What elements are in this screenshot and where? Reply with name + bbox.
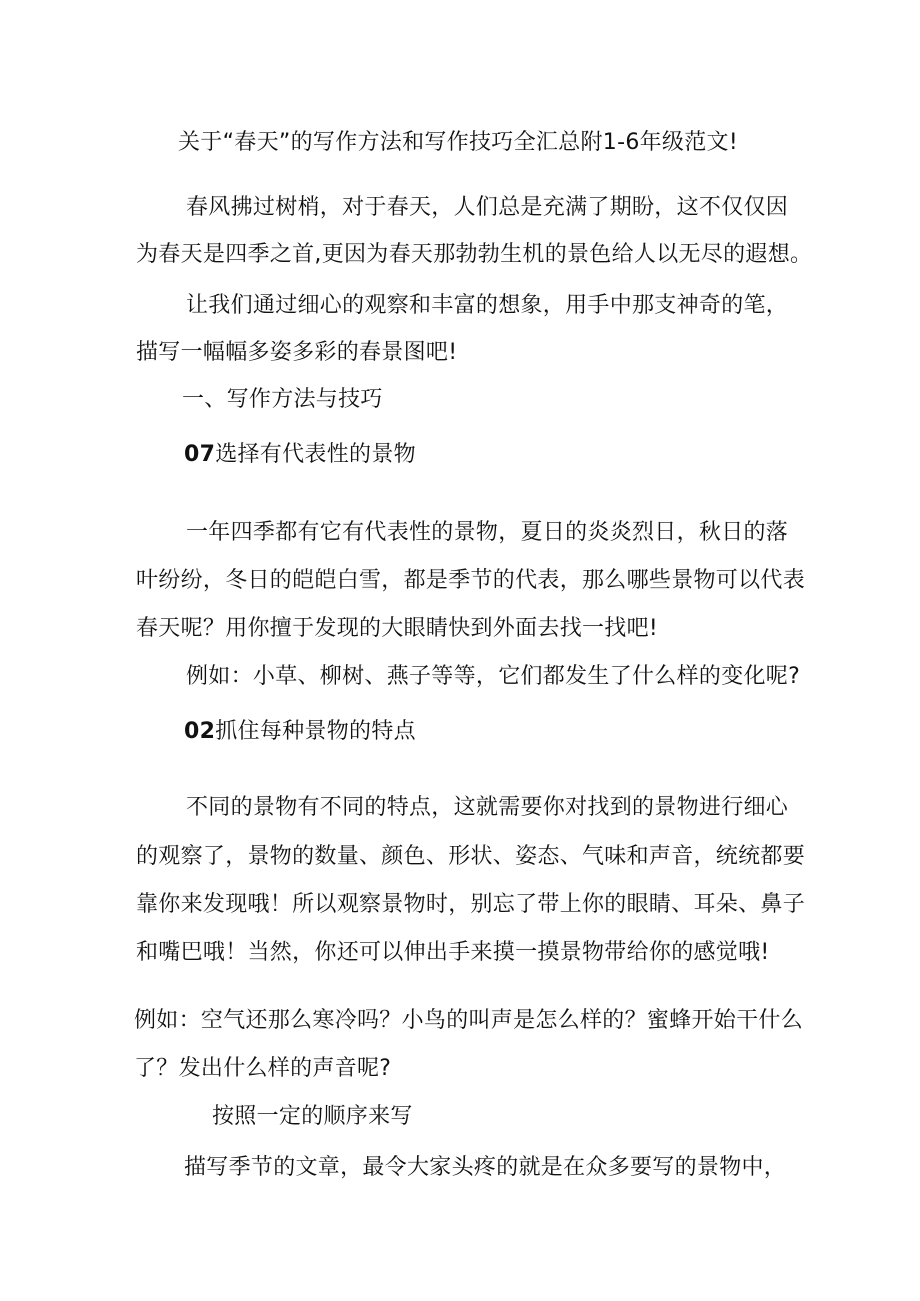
item-1-line-2: 叶纷纷，冬日的皑皑白雪，都是季节的代表，那么哪些景物可以代表 (136, 568, 806, 593)
item-1-line-1: 一年四季都有它有代表性的景物，夏日的炎炎烈日，秋日的落 (186, 520, 789, 545)
item-2-line-4: 和嘴巴哦！当然，你还可以伸出手来摸一摸景物带给你的感觉哦! (136, 940, 770, 965)
item-1-heading (184, 440, 416, 470)
document-title: 关于“春天”的写作方法和写作技巧全汇总附1-6年级范文! (178, 130, 738, 155)
item-1-heading-text: 选择有代表性的景物 (215, 442, 416, 467)
item-3-line-1: 描写季节的文章，最令大家头疼的就是在众多要写的景物中， (184, 1155, 787, 1180)
item-2-example-line-2: 了？发出什么样的声音呢? (134, 1056, 392, 1081)
item-2-line-1: 不同的景物有不同的特点，这就需要你对找到的景物进行细心 (186, 795, 789, 820)
item-2-heading (184, 717, 416, 747)
item-1-line-3: 春天呢？用你擅于发现的大眼睛快到外面去找一找吧! (136, 616, 659, 641)
intro-paragraph-1-line-2: 为春天是四季之首,更因为春天那勃勃生机的景色给人以无尽的遐想。 (136, 242, 813, 267)
item-2-line-3: 靠你来发现哦！所以观察景物时，别忘了带上你的眼睛、耳朵、鼻子 (136, 892, 806, 917)
item-1-number: 07 (184, 442, 216, 467)
item-2-heading-text: 抓住每种景物的特点 (215, 719, 416, 744)
item-3-heading: 按照一定的顺序来写 (212, 1104, 413, 1129)
intro-paragraph-1-line-1: 春风拂过树梢，对于春天，人们总是充满了期盼，这不仅仅因 (186, 195, 789, 220)
intro-paragraph-2-line-2: 描写一幅幅多姿多彩的春景图吧! (136, 340, 458, 365)
item-2-example-line-1: 例如：空气还那么寒冷吗？小鸟的叫声是怎么样的？蜜蜂开始干什么 (134, 1008, 804, 1033)
item-1-example: 例如：小草、柳树、燕子等等，它们都发生了什么样的变化呢? (186, 664, 801, 689)
item-2-line-2: 的观察了，景物的数量、颜色、形状、姿态、气味和声音，统统都要 (136, 844, 806, 869)
item-2-number: 02 (184, 719, 216, 744)
section-1-heading: 一、写作方法与技巧 (182, 387, 383, 412)
intro-paragraph-2-line-1: 让我们通过细心的观察和丰富的想象，用手中那支神奇的笔， (186, 293, 789, 318)
